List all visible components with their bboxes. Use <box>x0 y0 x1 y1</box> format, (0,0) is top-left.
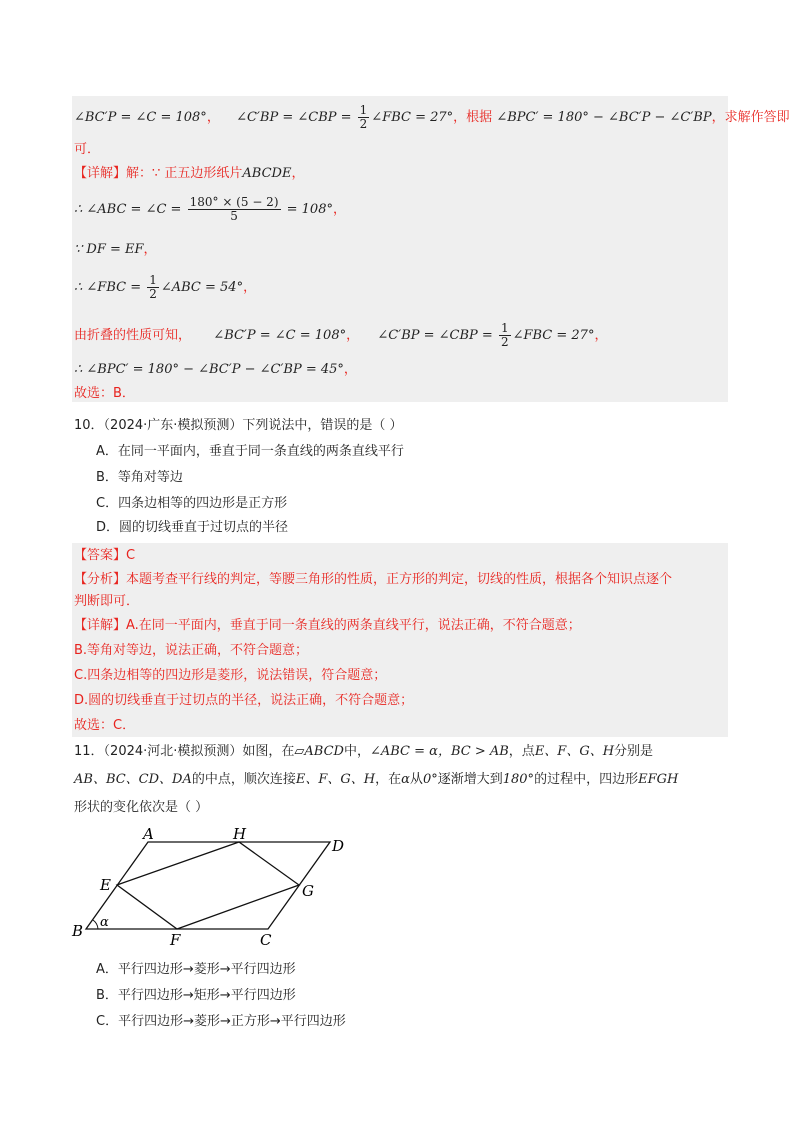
q11-stem-line-2: AB、BC、CD、DA的中点，顺次连接E、F、G、H，在α从0°逐渐增大到180°的过程中，四边形EFGH <box>74 772 679 787</box>
q9-text2: ，求解作答即 <box>711 110 790 125</box>
q9-detail-line-4: ∴ ∠FBC = $\frac{1}{2}$ ∠ABC = 54°， <box>74 273 257 301</box>
q10-detail-2: B.等角对等边，说法正确，不符合题意； <box>74 643 309 658</box>
label-h: H <box>233 826 247 843</box>
q9-detail-line-7: 故选：B． <box>74 386 135 401</box>
label-a: A <box>143 826 154 843</box>
q10-option-a: A．在同一平面内，垂直于同一条直线的两条直线平行 <box>96 444 404 459</box>
q11-stem-line-3: 形状的变化依次是（ ） <box>74 800 209 815</box>
q10-analysis-2: 判断即可． <box>74 594 140 609</box>
q11-figure <box>70 826 360 951</box>
q9-detail-line-1: 【详解】解：∵ 正五边形纸片ABCDE， <box>74 166 305 181</box>
label-f: F <box>170 931 181 949</box>
quadrilateral-efgh <box>117 842 299 929</box>
q9-analysis-line-1: ∠BC′P = ∠C = 108°， ∠C′BP = ∠CBP = $\frac{1}{2}$ ∠FBC = 27°，根据 ∠BPC′ = 180° − ∠BC′P − ∠C′BP，求解作答即 <box>74 103 790 131</box>
q10-detail-5: 故选：C． <box>74 718 136 733</box>
q10-option-c: C．四条边相等的四边形是正方形 <box>96 496 288 511</box>
q9-eq3: ∠BPC′ = 180° − ∠BC′P − ∠C′BP <box>496 110 712 125</box>
q10-option-b: B．等角对等边 <box>96 470 183 485</box>
q11-stem-line-1: 11．（2024·河北·模拟预测）如图，在▱ABCD中，∠ABC = α，BC > AB，点E、F、G、H分别是 <box>74 744 654 759</box>
q9-eq1: ∠BC′P = ∠C = 108° <box>74 110 207 125</box>
q11-option-c: C．平行四边形→菱形→正方形→平行四边形 <box>96 1014 346 1029</box>
q9-detail-line-2: ∴ ∠ABC = ∠C = $\frac{180^\circ \times (5 - 2)}{5}$ = 108°， <box>74 195 346 223</box>
q10-option-d: D．圆的切线垂直于过切点的半径 <box>96 520 289 535</box>
q10-detail-4: D.圆的切线垂直于过切点的半径，说法正确，不符合题意； <box>74 693 414 708</box>
label-b: B <box>72 922 84 940</box>
q11-option-a: A．平行四边形→菱形→平行四边形 <box>96 962 296 977</box>
q10-answer: 【答案】C <box>74 548 136 563</box>
q9-text1: ，根据 <box>453 110 493 125</box>
label-e: E <box>100 876 111 894</box>
angle-alpha-arc <box>93 920 98 929</box>
label-g: G <box>302 882 314 900</box>
q9-answer-block <box>72 96 728 402</box>
label-alpha: α <box>100 915 109 930</box>
q10-detail-1: 【详解】A.在同一平面内，垂直于同一条直线的两条直线平行，说法正确，不符合题意； <box>74 618 581 633</box>
q9-detail-line-5: 由折叠的性质可知， ∠BC′P = ∠C = 108°， ∠C′BP = ∠CBP = $\frac{1}{2}$ ∠FBC = 27°， <box>74 321 608 349</box>
q11-option-b: B．平行四边形→矩形→平行四边形 <box>96 988 296 1003</box>
q9-text3: 可． <box>74 142 101 157</box>
parallelogram-abcd <box>86 842 330 929</box>
q10-stem: 10．（2024·广东·模拟预测）下列说法中，错误的是（ ） <box>74 418 403 433</box>
q9-detail-line-6: ∴ ∠BPC′ = 180° − ∠BC′P − ∠C′BP = 45°， <box>74 362 357 377</box>
q10-detail-3: C.四条边相等的四边形是菱形，说法错误，符合题意； <box>74 668 387 683</box>
q9-detail-line-3: ∵ DF = EF， <box>74 242 157 257</box>
q9-detail-label: 【详解】解： <box>74 166 153 181</box>
label-d: D <box>332 837 345 855</box>
q9-eq2: ∠C′BP = ∠CBP = $\frac{1}{2}$ ∠FBC = 27° <box>236 103 454 131</box>
q10-analysis-1: 【分析】本题考查平行线的判定，等腰三角形的性质，正方形的判定，切线的性质，根据各个知识点逐个 <box>74 572 673 587</box>
label-c: C <box>260 931 272 949</box>
